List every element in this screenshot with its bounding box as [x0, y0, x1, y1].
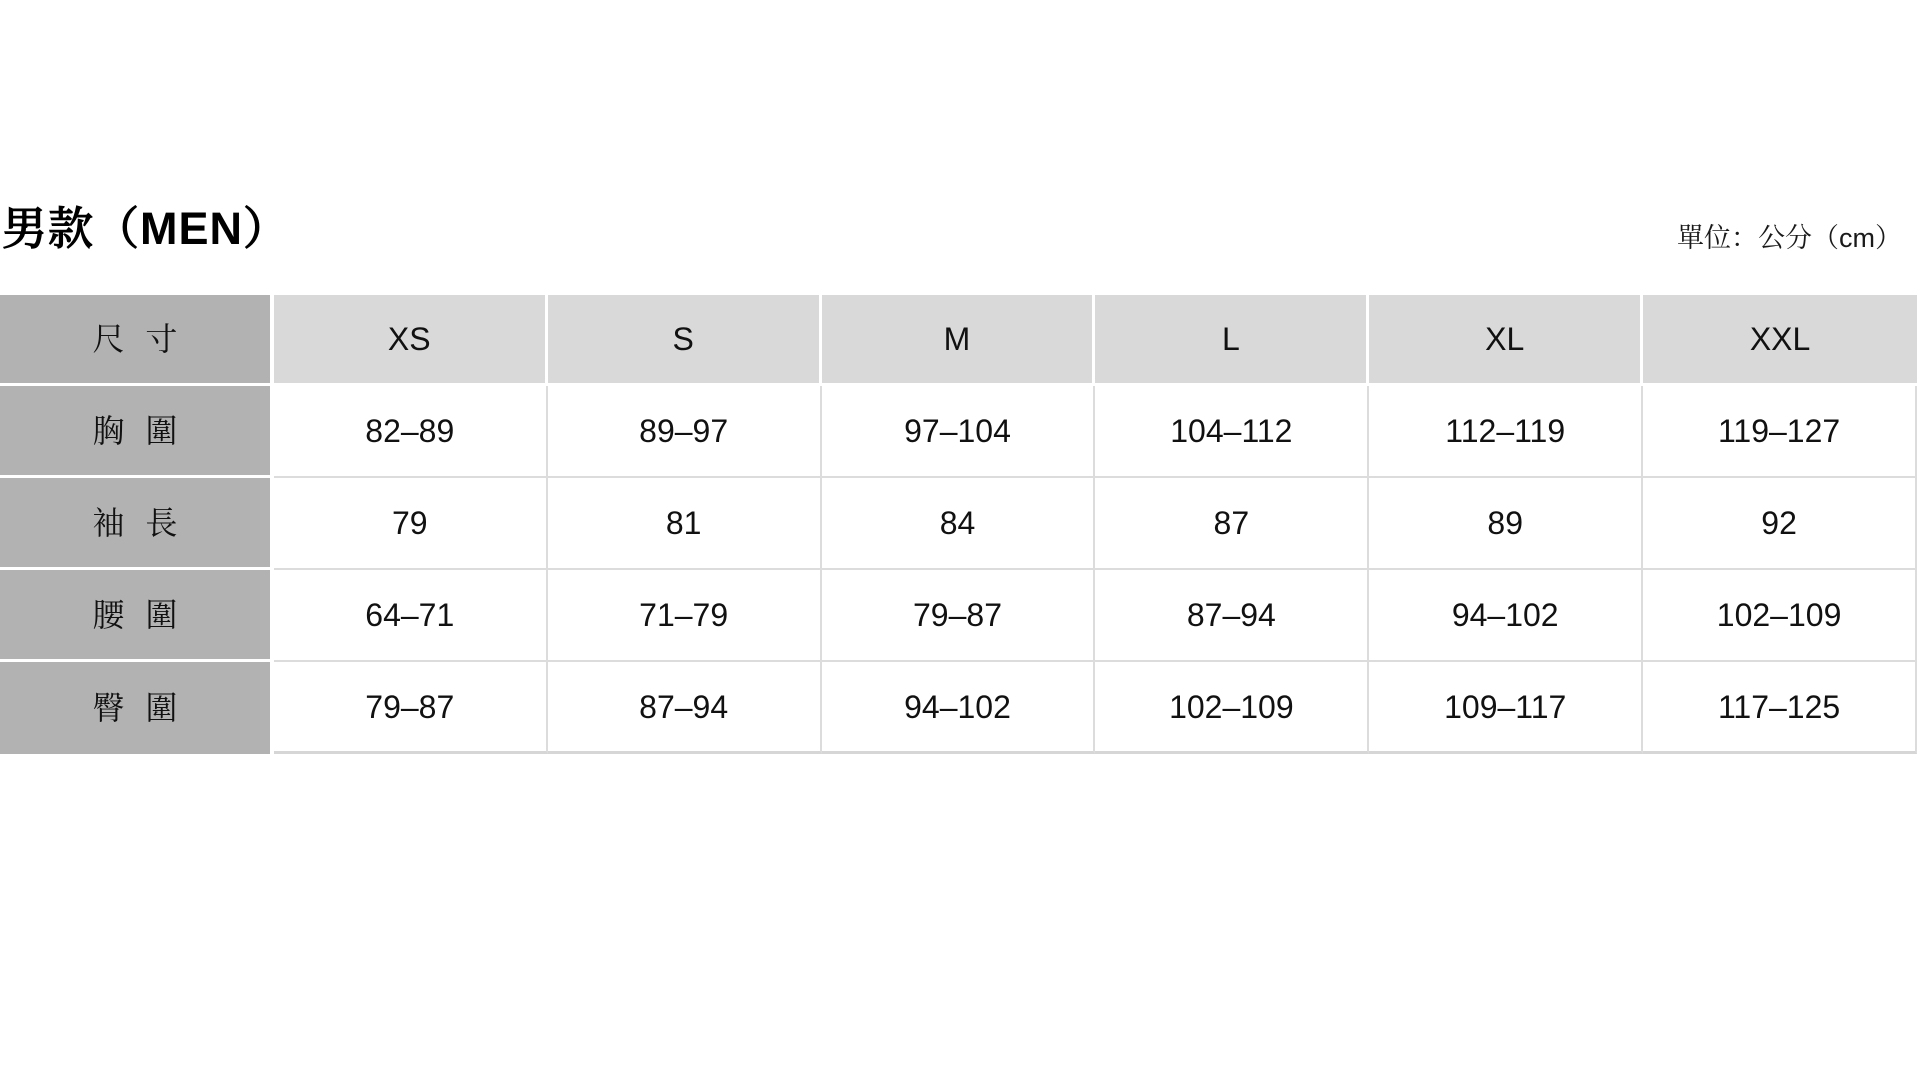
value-waist-l: 87–94: [1095, 570, 1369, 662]
value-sleeve-xxl: 92: [1643, 478, 1917, 570]
row-label-sleeve: 袖 長: [0, 478, 274, 570]
size-header-xl: XL: [1369, 295, 1643, 386]
size-header-s: S: [548, 295, 822, 386]
value-chest-s: 89–97: [548, 386, 822, 478]
value-hip-xl: 109–117: [1369, 662, 1643, 754]
value-chest-m: 97–104: [822, 386, 1096, 478]
value-waist-xxl: 102–109: [1643, 570, 1917, 662]
row-label-hip: 臀 圍: [0, 662, 274, 754]
size-header-xxl: XXL: [1643, 295, 1917, 386]
value-hip-xxl: 117–125: [1643, 662, 1917, 754]
value-hip-l: 102–109: [1095, 662, 1369, 754]
page-title: 男款（MEN）: [2, 203, 289, 254]
value-hip-m: 94–102: [822, 662, 1096, 754]
value-waist-s: 71–79: [548, 570, 822, 662]
value-waist-xl: 94–102: [1369, 570, 1643, 662]
value-sleeve-xs: 79: [274, 478, 548, 570]
value-sleeve-m: 84: [822, 478, 1096, 570]
size-header-xs: XS: [274, 295, 548, 386]
value-chest-xs: 82–89: [274, 386, 548, 478]
unit-note: 單位：公分（cm）: [1677, 223, 1902, 253]
size-header-l: L: [1095, 295, 1369, 386]
value-sleeve-xl: 89: [1369, 478, 1643, 570]
value-waist-m: 79–87: [822, 570, 1096, 662]
value-sleeve-s: 81: [548, 478, 822, 570]
value-chest-xxl: 119–127: [1643, 386, 1917, 478]
value-hip-xs: 79–87: [274, 662, 548, 754]
row-label-chest: 胸 圍: [0, 386, 274, 478]
corner-header-cell: 尺 寸: [0, 295, 274, 386]
value-chest-l: 104–112: [1095, 386, 1369, 478]
value-chest-xl: 112–119: [1369, 386, 1643, 478]
row-label-waist: 腰 圍: [0, 570, 274, 662]
size-chart-table: [0, 295, 1917, 754]
value-sleeve-l: 87: [1095, 478, 1369, 570]
value-waist-xs: 64–71: [274, 570, 548, 662]
size-header-m: M: [822, 295, 1096, 386]
value-hip-s: 87–94: [548, 662, 822, 754]
